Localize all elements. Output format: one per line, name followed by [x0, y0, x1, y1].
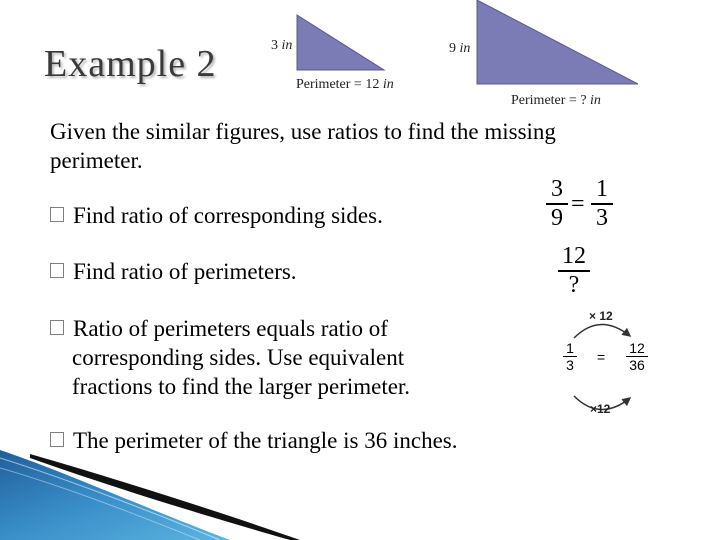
large-perimeter-label: Perimeter = ? in [511, 93, 601, 108]
equals-sign: = [597, 349, 606, 365]
large-triangle [477, 0, 638, 84]
bullet-box-icon [50, 432, 64, 447]
top-arrow [574, 324, 630, 338]
denominator: 3 [566, 357, 574, 373]
top-multiplier: × 12 [589, 309, 613, 323]
intro-text: Given the similar figures, use ratios to find the missing perimeter. [50, 119, 556, 173]
perimeter-ratio [558, 243, 592, 305]
denominator: 36 [629, 357, 645, 373]
numerator: 3 [551, 176, 563, 202]
small-perimeter-label: Perimeter = 12 in [296, 77, 394, 92]
slide-title: Example 2 [44, 43, 217, 85]
bullet-box-icon [50, 207, 64, 222]
denominator: ? [568, 271, 580, 298]
small-triangle [297, 15, 384, 70]
bullet-item [50, 257, 510, 286]
small-triangle-figure [296, 14, 386, 72]
corner-swoosh-decoration [0, 450, 300, 540]
bullet-text: Ratio of perimeters equals ratio of [73, 316, 388, 341]
bullet-text: Find ratio of perimeters. [73, 259, 297, 284]
fraction [546, 176, 568, 232]
bullet-box-icon [50, 320, 64, 335]
bottom-multiplier: ×12 [590, 402, 611, 416]
equivalent-fraction-equation [563, 340, 663, 390]
numerator: 1 [596, 176, 608, 202]
denominator: 3 [596, 204, 608, 231]
fraction [626, 340, 648, 373]
numerator: 1 [566, 340, 574, 356]
bullet-text: Find ratio of corresponding sides. [73, 203, 383, 228]
numerator: 12 [562, 243, 586, 269]
numerator: 12 [629, 340, 645, 356]
bullet-text: fractions to find the larger perimeter. [72, 374, 411, 399]
bullet-item [50, 314, 510, 401]
denominator: 9 [551, 204, 563, 231]
bullet-box-icon [50, 263, 64, 278]
fraction [563, 340, 577, 373]
small-side-label: 3 in [271, 38, 293, 53]
side-ratio-equation [546, 176, 616, 238]
large-side-label: 9 in [449, 41, 471, 56]
fraction [558, 243, 590, 299]
large-triangle-figure [476, 0, 640, 86]
bullet-text: corresponding sides. Use equivalent [72, 345, 405, 370]
fraction [591, 176, 613, 232]
equals-sign: = [571, 191, 585, 217]
bullet-item [50, 201, 510, 230]
bullet-text: The perimeter of the triangle is 36 inches. [73, 428, 458, 453]
